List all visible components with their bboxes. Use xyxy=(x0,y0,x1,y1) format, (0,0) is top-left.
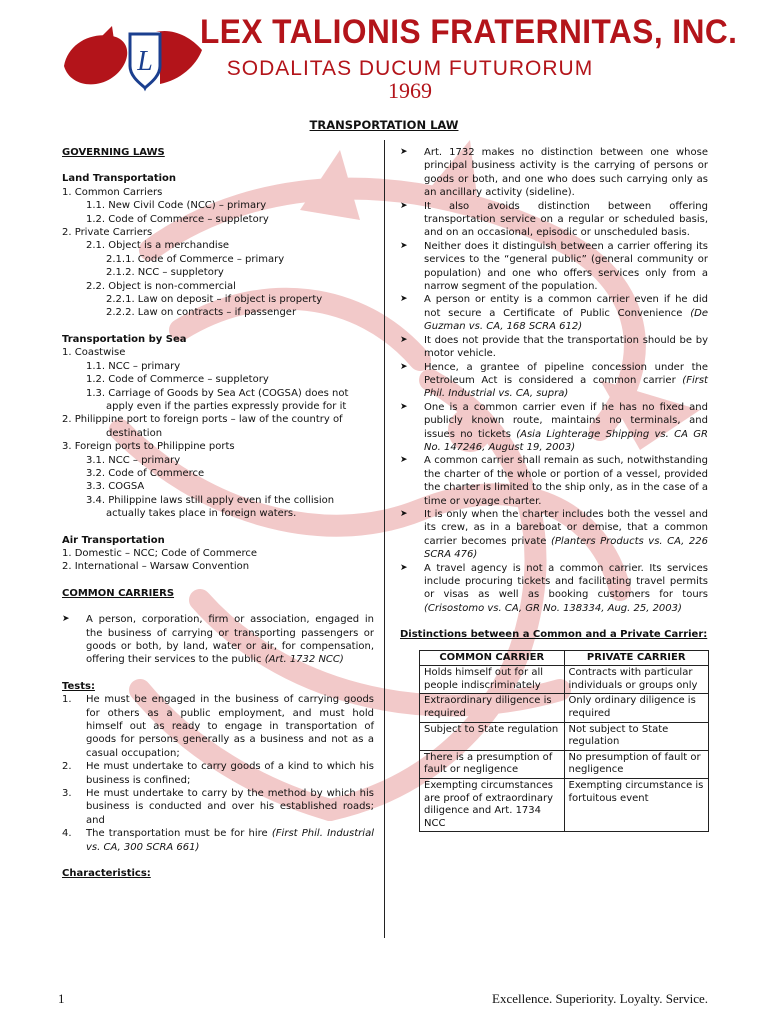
bullet-item: ➤ A common carrier shall remain as such, notwithstanding the charter of the whole or portion of a vessel, provided the charter is limited to the ship only, as in the case of a time or voyage charter. xyxy=(400,454,708,508)
distinctions-heading: Distinctions between a Common and a Private Carrier: xyxy=(400,629,708,641)
bullet-text: A travel agency is not a common carrier. Its services include procuring tickets and facilitating travel permits or visas as well as booking customers for tours xyxy=(424,562,708,601)
list-item: 3.3. COGSA xyxy=(86,481,145,493)
bullet-citation: (Planters Products vs. CA, 226 SCRA 476) xyxy=(424,535,708,561)
test-number: 2. xyxy=(62,761,72,773)
list-item: 2.2. Object is non-commercial xyxy=(86,280,236,292)
bullet-item xyxy=(400,361,708,401)
document-title: TRANSPORTATION LAW xyxy=(309,118,459,132)
list-item: destination xyxy=(106,427,163,439)
bullet-citation: (First Phil. Industrial vs. CA, supra) xyxy=(424,374,708,400)
table-cell: There is a presumption of fault or negligence xyxy=(420,750,565,778)
list-item: 2. Philippine port to foreign ports – law of the country of xyxy=(62,414,343,426)
table-cell: Contracts with particular individuals or groups only xyxy=(564,666,709,694)
organization-motto: SODALITAS DUCUM FUTURORUM xyxy=(226,57,594,80)
air-transportation-heading: Air Transportation xyxy=(62,534,165,546)
table-cell: Subject to State regulation xyxy=(420,722,565,750)
test-text: The transportation must be for hire xyxy=(86,828,268,840)
test-number: 3. xyxy=(62,788,72,800)
list-item: 3. Foreign ports to Philippine ports xyxy=(62,441,235,453)
test-item xyxy=(62,827,374,854)
table-header-row xyxy=(420,650,709,666)
column-header: COMMON CARRIER xyxy=(420,650,565,666)
table-cell: No presumption of fault or negligence xyxy=(564,750,709,778)
list-item: 2.1. Object is a merchandise xyxy=(86,240,230,252)
column-divider xyxy=(384,140,385,938)
list-item: 1.1. New Civil Code (NCC) – primary xyxy=(86,200,267,212)
bullet-text: One is a common carrier even if he has no fixed and publicly known route, maintains no terminals, and issues no tickets xyxy=(424,401,708,440)
bullet-citation: (Crisostomo vs. CA, GR No. 138334, Aug. 25, 2003) xyxy=(424,602,682,614)
list-item: 1. Common Carriers xyxy=(62,186,163,198)
table-row xyxy=(420,666,709,694)
list-item: apply even if the parties expressly provide for it xyxy=(106,400,347,412)
bullet-item: ➤ Neither does it distinguish between a carrier offering its services to the “general public” (general community or population) and one who offers services only from a narrow segment of the population. xyxy=(400,240,708,294)
list-item: 2.1.2. NCC – suppletory xyxy=(106,267,224,279)
bullet-item: ➤ It does not provide that the transportation should be by motor vehicle. xyxy=(400,334,708,361)
table-cell: Holds himself out for all people indiscriminately xyxy=(420,666,565,694)
test-item xyxy=(62,693,374,760)
letterhead xyxy=(0,0,768,112)
common-carriers-heading: COMMON CARRIERS xyxy=(62,587,175,599)
carrier-distinctions-table xyxy=(419,650,709,833)
test-item xyxy=(62,787,374,827)
bullet-text: It is only when the charter includes both the vessel and its crew, as in a bareboat or demise, that a common carrier becomes private xyxy=(424,508,708,547)
table-cell: Not subject to State regulation xyxy=(564,722,709,750)
test-item xyxy=(62,760,374,787)
list-item: 3.1. NCC – primary xyxy=(86,454,181,466)
founding-year: 1969 xyxy=(388,78,432,103)
list-item: 1.2. Code of Commerce – suppletory xyxy=(86,213,269,225)
table-row xyxy=(420,694,709,722)
list-item: 1.1. NCC – primary xyxy=(86,360,181,372)
list-item: 3.4. Philippine laws still apply even if the collision xyxy=(86,494,335,506)
list-item: 1. Coastwise xyxy=(62,347,126,359)
list-item: 2. Private Carriers xyxy=(62,227,153,239)
definition-citation: (Art. 1732 NCC) xyxy=(264,654,344,666)
bullet-item: ➤ Art. 1732 makes no distinction between one whose principal business activity is the carrying of persons or goods or both, and one who does such carrying only as an ancillary activity (sideline). xyxy=(400,146,708,200)
table-cell: Only ordinary diligence is required xyxy=(564,694,709,722)
governing-laws-heading: GOVERNING LAWS xyxy=(62,147,165,158)
list-item: 2. International – Warsaw Convention xyxy=(62,561,250,573)
test-number: 1. xyxy=(62,694,72,706)
list-item: actually takes place in foreign waters. xyxy=(106,508,297,520)
table-cell: Extraordinary diligence is required xyxy=(420,694,565,722)
list-item: 2.1.1. Code of Commerce – primary xyxy=(106,253,285,265)
footer-motto: Excellence. Superiority. Loyalty. Service. xyxy=(492,991,708,1006)
test-text: He must undertake to carry by the method by which his business is conducted and over his established roads; and xyxy=(86,788,374,826)
list-item: 2.2.1. Law on deposit – if object is property xyxy=(106,294,323,306)
page-number: 1 xyxy=(58,991,65,1006)
fraternity-crest-logo xyxy=(60,26,208,92)
land-transportation-heading: Land Transportation xyxy=(62,173,177,185)
test-citation: (First Phil. Industrial vs. CA, 300 SCRA 661) xyxy=(86,828,374,853)
table-cell: Exempting circumstance is fortuitous event xyxy=(564,778,709,831)
sea-transportation-heading: Transportation by Sea xyxy=(62,333,187,345)
column-header: PRIVATE CARRIER xyxy=(564,650,709,666)
bullet-item xyxy=(400,401,708,455)
list-item: 3.2. Code of Commerce xyxy=(86,467,205,479)
organization-name: LEX TALIONIS FRATERNITAS, INC. xyxy=(200,13,738,51)
bullet-item: ➤ It also avoids distinction between offering transportation service on a regular or scheduled basis, and on an occasional, episodic or unscheduled basis. xyxy=(400,200,708,240)
bullet-item xyxy=(400,562,708,616)
table-row xyxy=(420,722,709,750)
right-column xyxy=(400,146,708,832)
bullet-text: Hence, a grantee of pipeline concession under the Petroleum Act is considered a common carrier xyxy=(424,361,708,386)
test-text: He must be engaged in the business of carrying goods for others as a public employment, and must hold himself out as ready to engage in transportation of goods for persons generally as a business and not as a casual occupation; xyxy=(86,694,374,759)
bullet-citation: (De Guzman vs. CA, 168 SCRA 612) xyxy=(424,307,708,333)
table-row xyxy=(420,778,709,831)
bullet-item xyxy=(400,293,708,333)
bullet-text: A person or entity is a common carrier even if he did not secure a Certificate of Public Convenience xyxy=(424,294,708,319)
test-number: 4. xyxy=(62,828,72,840)
table-row xyxy=(420,750,709,778)
crest-letter: L xyxy=(137,46,153,77)
characteristics-heading: Characteristics: xyxy=(62,868,151,880)
list-item: 2.2.2. Law on contracts – if passenger xyxy=(106,307,297,319)
list-item: 1.3. Carriage of Goods by Sea Act (COGSA) does not xyxy=(86,387,349,399)
tests-heading: Tests: xyxy=(62,680,95,692)
list-item: 1. Domestic – NCC; Code of Commerce xyxy=(62,547,258,559)
definition-text: A person, corporation, firm or association, engaged in the business of carrying or transporting passengers or goods or both, by land, water or air, for compensation, offering their services to the public xyxy=(86,614,374,666)
bullet-item xyxy=(400,508,708,562)
test-text: He must undertake to carry goods of a kind to which his business is confined; xyxy=(86,761,374,786)
common-carrier-definition xyxy=(62,613,374,667)
left-column xyxy=(62,146,374,881)
bullet-citation: (Asia Lighterage Shipping vs. CA GR No. 147246, August 19, 2003) xyxy=(424,428,708,453)
list-item: 1.2. Code of Commerce – suppletory xyxy=(86,374,269,386)
table-cell: Exempting circumstances are proof of extraordinary diligence and Art. 1734 NCC xyxy=(420,778,565,831)
